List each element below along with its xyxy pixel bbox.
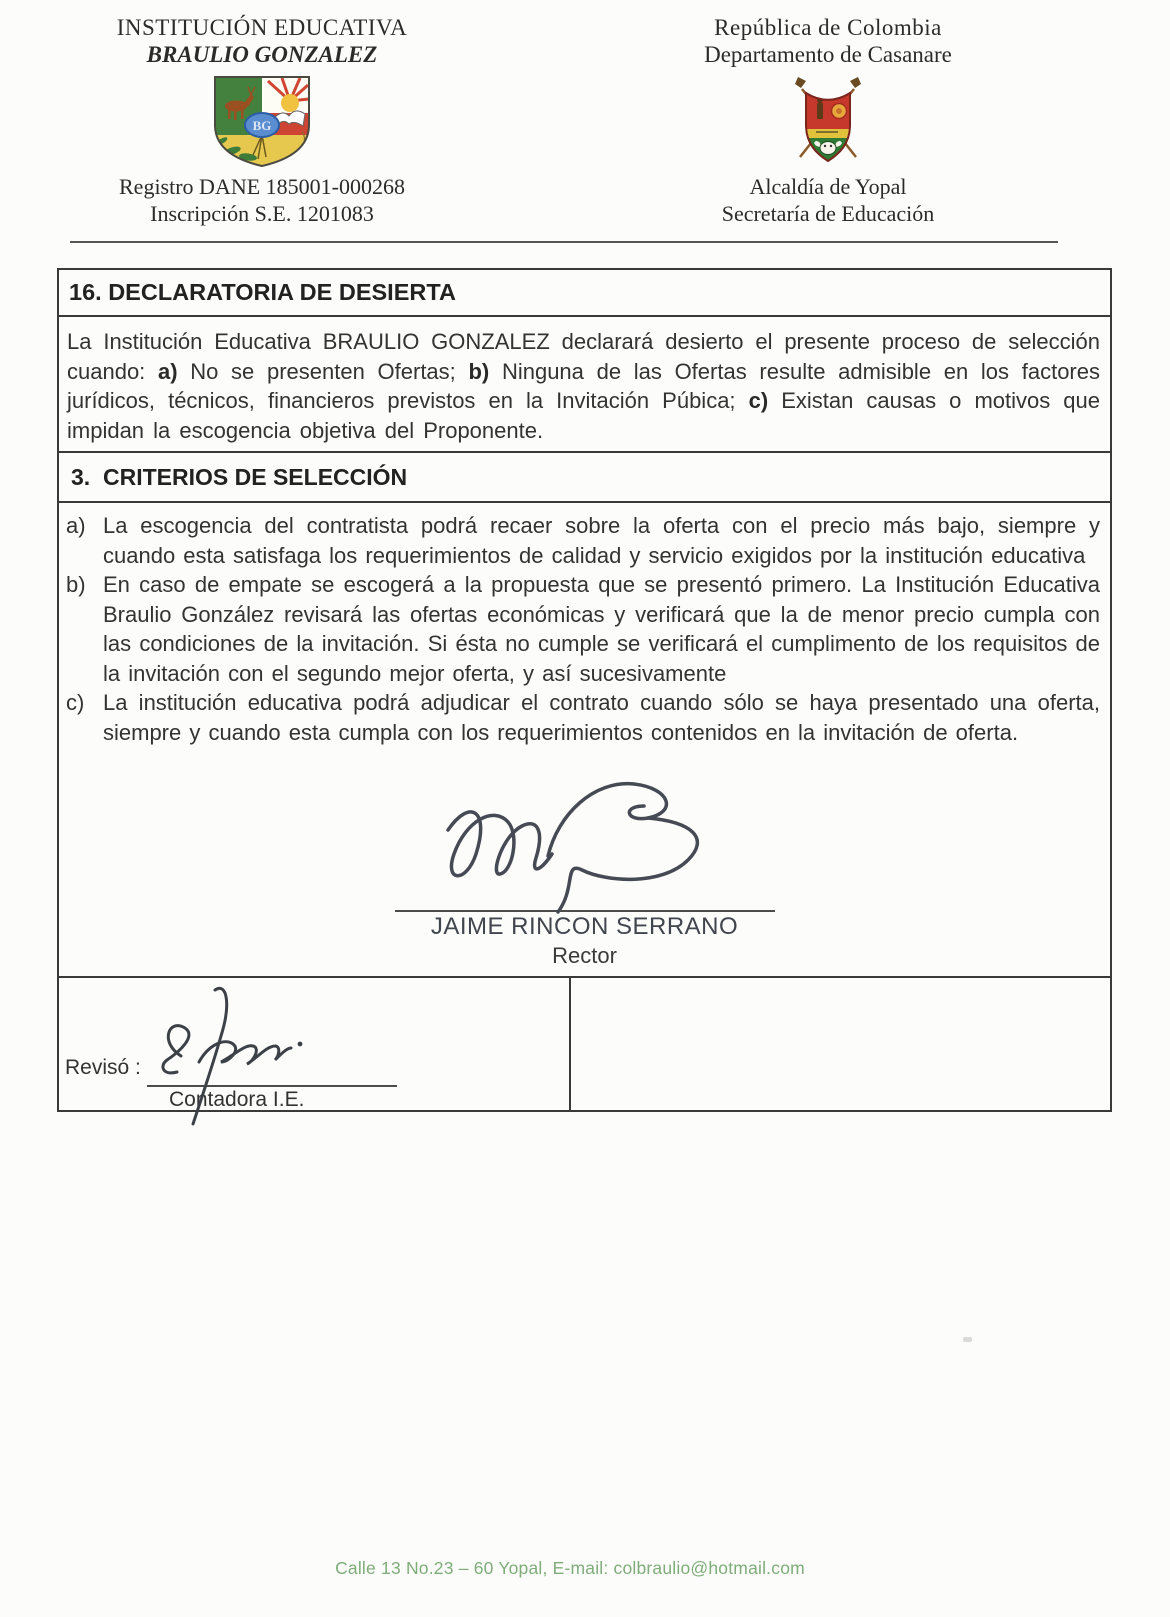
crest-initials: BG xyxy=(252,118,272,133)
inscripcion-se: Inscripción S.E. 1201083 xyxy=(150,201,374,226)
item-text: La escogencia del contratista podrá recaer sobre la oferta con el precio más bajo, siempre y cuando esta satisfaga los requerimientos de calidad y servicio exigidos por la institución educativa xyxy=(103,513,1100,568)
institution-name-line2: BRAULIO GONZALEZ xyxy=(146,42,378,67)
secretaria-line: Secretaría de Educación xyxy=(721,201,935,226)
declaratoria-paragraph xyxy=(59,315,1110,451)
section-title: CRITERIOS DE SELECCIÓN xyxy=(103,463,408,490)
item-marker: c) xyxy=(66,690,85,715)
registro-dane: Registro DANE 185001-000268 xyxy=(119,174,405,199)
alcaldia-line: Alcaldía de Yopal xyxy=(749,174,907,199)
criteria-and-signature-row xyxy=(59,501,1110,976)
list-letter-c: c) xyxy=(748,388,769,413)
republica-line: República de Colombia xyxy=(714,15,942,40)
paragraph-segment: No se presenten Ofertas; xyxy=(177,358,469,384)
empty-cell xyxy=(571,978,1110,1110)
page-footer-address: Calle 13 No.23 – 60 Yopal, E-mail: colbraulio@hotmail.com xyxy=(335,1558,805,1578)
rector-signature-block xyxy=(380,910,790,970)
document-table xyxy=(57,268,1112,1112)
departamento-line: Departamento de Casanare xyxy=(704,42,952,67)
institution-name-line1: INSTITUCIÓN EDUCATIVA xyxy=(116,15,408,40)
reviso-label: Revisó : xyxy=(65,1056,141,1079)
school-crest-icon xyxy=(208,73,316,169)
rector-name: JAIME RINCON SERRANO xyxy=(430,913,739,940)
list-letter-b: b) xyxy=(468,358,490,384)
paragraph-segment: La Institución Educativa BRAULIO GONZALEZ declarará desierto el presente proceso de selección cuando: xyxy=(67,329,1100,384)
review-cell xyxy=(59,978,571,1110)
section-number: 3. xyxy=(71,463,91,490)
criteria-item-a xyxy=(59,511,1100,570)
item-text: La institución educativa podrá adjudicar el contrato cuando sólo se haya presentado una oferta, siempre y cuando esta cumpla con los requerimientos contenidos en la invitación de oferta. xyxy=(103,690,1100,745)
header-divider-rule xyxy=(70,241,1058,243)
paragraph-segment: Ninguna de las Ofertas resulte admisible en los factores jurídicos, técnicos, financieros previstos en la Invitación Púbica; xyxy=(67,358,1100,413)
section-heading-criterios xyxy=(59,451,1110,501)
item-marker: b) xyxy=(66,572,86,597)
list-letter-a: a) xyxy=(157,358,178,384)
review-row xyxy=(59,976,1110,1110)
rector-handwritten-signature xyxy=(410,770,750,920)
yopal-coat-of-arms-icon xyxy=(780,73,876,169)
contadora-title: Contadora I.E. xyxy=(169,1088,305,1111)
reviso-signature-line xyxy=(147,1085,397,1087)
item-text: En caso de empate se escogerá a la propuesta que se presentó primero. La Institución Educativa Braulio González revisará las ofertas económicas y verificará que la de menor precio cumpla con las condiciones de la invitación. Si ésta no cumple se verificará el cumplimento de los requisitos de la invitación con el segundo mejor oferta, y así sucesivamente xyxy=(103,572,1100,686)
rector-title: Rector xyxy=(552,943,617,968)
paragraph-segment: Existan causas o motivos que impidan la escogencia objetiva del Proponente. xyxy=(67,388,1100,443)
criteria-item-c xyxy=(59,688,1100,747)
government-header xyxy=(628,14,1028,227)
scan-artifact xyxy=(963,1337,972,1342)
institution-header xyxy=(62,14,462,227)
criteria-item-b xyxy=(59,570,1100,688)
item-marker: a) xyxy=(66,513,86,538)
section-heading-declaratoria: 16. DECLARATORIA DE DESIERTA xyxy=(69,279,456,305)
